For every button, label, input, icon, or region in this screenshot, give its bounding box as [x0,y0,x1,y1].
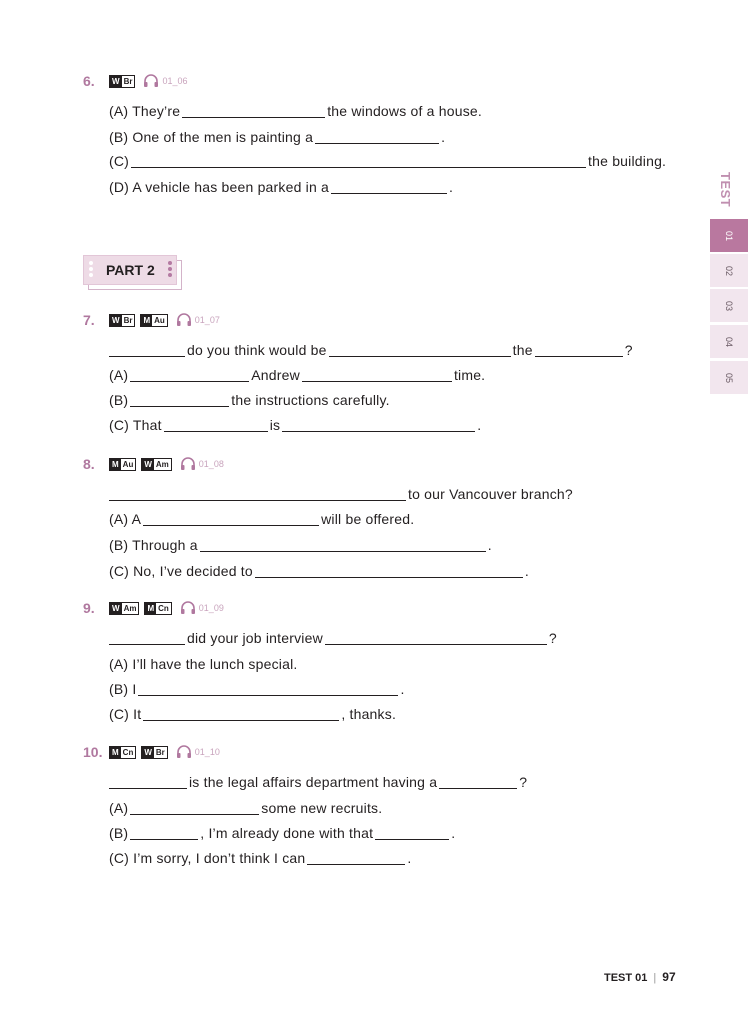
choice-d: (D) A vehicle has been parked in a . [109,179,454,195]
question-text: to our Vancouver branch? [109,485,573,503]
speaker-badge: W Am [141,458,171,471]
speaker-badge: M Au [109,458,136,471]
question-7-header: 7. W Br M Au 01_07 [83,312,220,328]
tab-test-04[interactable]: 04 [710,325,748,358]
question-8-header: 8. M Au W Am 01_08 [83,456,224,472]
part-2-label: PART 2 [83,255,179,287]
question-number: 6. [83,73,95,89]
headphones-icon[interactable] [143,74,159,88]
footer-separator: | [653,972,657,984]
choice-a: (A) A will be offered. [109,511,415,527]
question-6-header [83,72,187,90]
tab-test-03[interactable]: 03 [710,289,748,322]
question-text: did your job interview ? [109,629,557,647]
speaker-badge: M Cn [144,602,171,615]
speaker-badge: W Am [109,602,139,615]
choice-b: (B) Through a . [109,537,492,553]
question-9-header: 9. W Am M Cn 01_09 [83,600,224,616]
speaker-badge: W Br [109,75,135,88]
choice-c: (C) the building. [109,153,667,169]
choice-b: (B) , I’m already done with that . [109,825,456,841]
choice-b: (B) the instructions carefully. [109,392,390,408]
choice-c: (C) That is . [109,417,482,433]
audio-track-label: 01_06 [162,76,188,86]
tab-test-01[interactable]: 01 [710,219,748,252]
tab-test-02[interactable]: 02 [710,254,748,287]
speaker-badge: M Cn [109,746,136,759]
choice-c: (C) I’m sorry, I don’t think I can . [109,850,412,866]
speaker-badge: W Br [141,746,167,759]
choice-b: (B) I . [109,681,405,697]
tab-test-05[interactable]: 05 [710,361,748,394]
question-text: do you think would be the ? [109,341,633,359]
choice-b: (B) One of the men is painting a . [109,129,446,145]
choice-c: (C) No, I’ve decided to . [109,563,529,579]
choice-a: (A) They’re the windows of a house. [109,103,482,119]
page-footer [604,970,676,984]
headphones-icon[interactable] [180,601,196,615]
footer-test-label: TEST 01 [604,972,648,984]
choice-c: (C) It , thanks. [109,706,397,722]
question-10-header: 10. M Cn W Br 01_10 [83,744,220,760]
choice-a: (A) I’ll have the lunch special. [109,656,298,672]
headphones-icon[interactable] [176,313,192,327]
page-number: 97 [662,970,676,984]
test-side-label: TEST [718,172,733,208]
question-text: is the legal affairs department having a ? [109,773,527,791]
headphones-icon[interactable] [180,457,196,471]
speaker-badge: W Br [109,314,135,327]
speaker-badge: M Au [140,314,167,327]
headphones-icon[interactable] [176,745,192,759]
choice-a: (A) Andrew time. [109,367,486,383]
choice-a: (A) some new recruits. [109,800,383,816]
